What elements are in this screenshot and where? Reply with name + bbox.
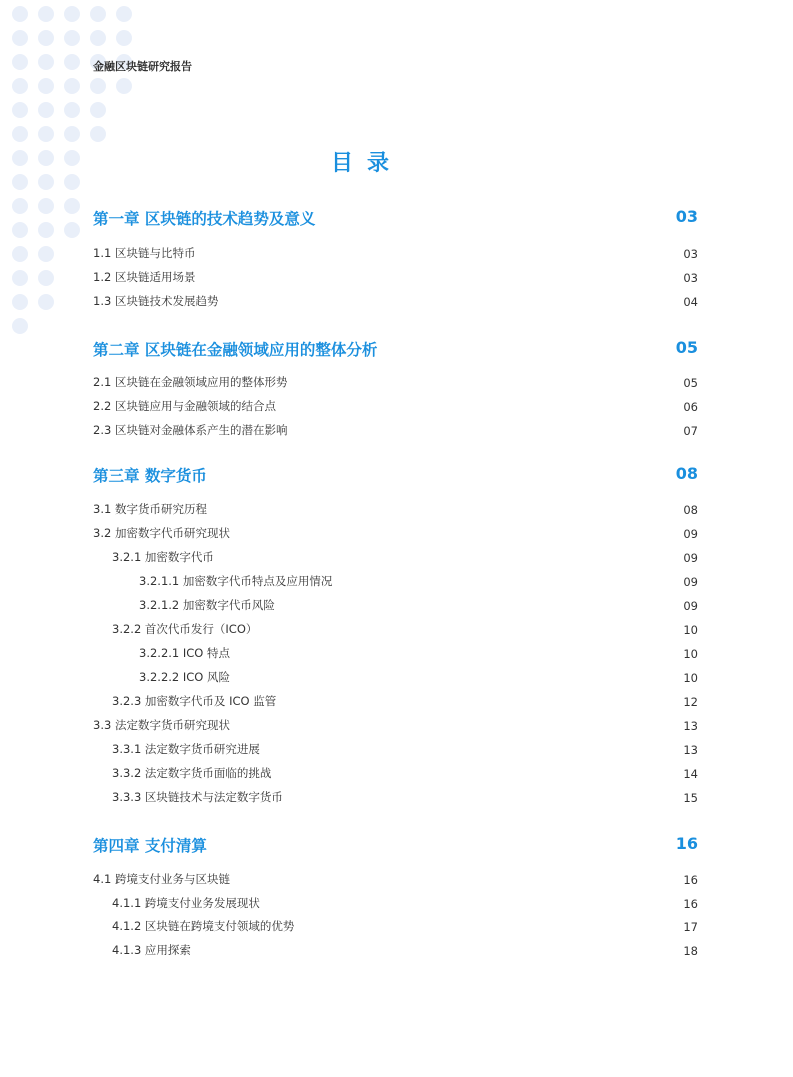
decorative-dot	[12, 78, 28, 94]
entry-page-number: 09	[683, 551, 698, 565]
decorative-dot	[38, 6, 54, 22]
entry-title: 3.2.3 加密数字代币及 ICO 监管	[112, 694, 277, 708]
entry-page-number: 15	[683, 791, 698, 805]
chapter-page-number: 16	[675, 834, 698, 853]
decorative-dot	[90, 6, 106, 22]
entry-page-number: 16	[683, 873, 698, 887]
toc-title: 目录	[330, 151, 403, 176]
toc-entry[interactable]	[93, 717, 698, 735]
decorative-dot	[64, 222, 80, 238]
toc-chapter[interactable]	[93, 338, 698, 360]
chapter-title: 第二章 区块链在金融领域应用的整体分析	[93, 341, 378, 359]
entry-page-number: 12	[683, 695, 698, 709]
decorative-dot	[90, 30, 106, 46]
entry-page-number: 03	[683, 271, 698, 285]
toc-entry[interactable]	[93, 374, 698, 392]
chapter-page-number: 03	[675, 207, 698, 226]
decorative-dot	[116, 30, 132, 46]
entry-page-number: 06	[683, 400, 698, 414]
toc-entry[interactable]	[93, 942, 698, 960]
decorative-dot	[116, 6, 132, 22]
entry-page-number: 13	[683, 719, 698, 733]
toc-entry[interactable]	[93, 669, 698, 687]
entry-title: 2.3 区块链对金融体系产生的潜在影响	[93, 423, 288, 437]
entry-title: 3.2.1.2 加密数字代币风险	[139, 598, 275, 612]
entry-page-number: 03	[683, 247, 698, 261]
toc-entry[interactable]	[93, 871, 698, 889]
decorative-dot	[12, 6, 28, 22]
entry-title: 1.2 区块链适用场景	[93, 270, 196, 284]
entry-title: 3.2.2.1 ICO 特点	[139, 646, 231, 660]
entry-title: 3.3.1 法定数字货币研究进展	[112, 742, 260, 756]
entry-title: 3.2 加密数字代币研究现状	[93, 526, 230, 540]
toc-entry[interactable]	[93, 789, 698, 807]
decorative-dot	[116, 78, 132, 94]
chapter-page-number: 05	[675, 338, 698, 357]
entry-title: 2.2 区块链应用与金融领域的结合点	[93, 399, 276, 413]
decorative-dot	[12, 246, 28, 262]
decorative-dot	[12, 318, 28, 334]
entry-page-number: 09	[683, 599, 698, 613]
toc-chapter[interactable]	[93, 834, 698, 856]
entry-title: 3.2.1 加密数字代币	[112, 550, 214, 564]
decorative-dot	[64, 102, 80, 118]
toc-entry[interactable]	[93, 693, 698, 711]
decorative-dot	[64, 126, 80, 142]
chapter-page-number: 08	[675, 464, 698, 483]
decorative-dot	[90, 78, 106, 94]
decorative-dot	[38, 294, 54, 310]
entry-page-number: 09	[683, 575, 698, 589]
chapter-title: 第三章 数字货币	[93, 467, 207, 485]
entry-page-number: 18	[683, 944, 698, 958]
entry-title: 3.3.3 区块链技术与法定数字货币	[112, 790, 283, 804]
toc-entry[interactable]	[93, 501, 698, 519]
decorative-dot	[38, 78, 54, 94]
toc-entry[interactable]	[93, 645, 698, 663]
decorative-dot	[38, 198, 54, 214]
toc-entry[interactable]	[93, 741, 698, 759]
decorative-dot	[90, 102, 106, 118]
entry-page-number: 05	[683, 376, 698, 390]
decorative-dot	[38, 126, 54, 142]
entry-title: 4.1.3 应用探索	[112, 943, 191, 957]
toc-entry[interactable]	[93, 293, 698, 311]
entry-title: 3.1 数字货币研究历程	[93, 502, 207, 516]
toc-chapter[interactable]	[93, 207, 698, 229]
decorative-dot	[90, 126, 106, 142]
entry-page-number: 10	[683, 623, 698, 637]
toc-chapter[interactable]	[93, 464, 698, 486]
entry-title: 3.3.2 法定数字货币面临的挑战	[112, 766, 272, 780]
decorative-dot	[12, 222, 28, 238]
entry-page-number: 16	[683, 897, 698, 911]
toc-entry[interactable]	[93, 597, 698, 615]
report-title: 金融区块链研究报告	[93, 60, 192, 73]
entry-page-number: 04	[683, 295, 698, 309]
decorative-dot	[12, 102, 28, 118]
entry-page-number: 10	[683, 647, 698, 661]
decorative-dot	[38, 54, 54, 70]
decorative-dot	[38, 246, 54, 262]
decorative-dot	[12, 270, 28, 286]
toc-entry[interactable]	[93, 918, 698, 936]
toc-entry[interactable]	[93, 549, 698, 567]
decorative-dot	[64, 30, 80, 46]
entry-title: 1.3 区块链技术发展趋势	[93, 294, 219, 308]
entry-page-number: 13	[683, 743, 698, 757]
entry-page-number: 17	[683, 920, 698, 934]
entry-page-number: 10	[683, 671, 698, 685]
decorative-dot	[64, 78, 80, 94]
chapter-title: 第四章 支付清算	[93, 837, 207, 855]
entry-title: 3.2.2.2 ICO 风险	[139, 670, 231, 684]
decorative-dot	[64, 6, 80, 22]
entry-title: 3.2.2 首次代币发行（ICO）	[112, 622, 258, 636]
decorative-dot	[12, 126, 28, 142]
decorative-dot	[12, 30, 28, 46]
decorative-dot	[38, 270, 54, 286]
toc-entry[interactable]	[93, 525, 698, 543]
decorative-dot	[12, 54, 28, 70]
chapter-title: 第一章 区块链的技术趋势及意义	[93, 210, 316, 228]
toc-entry[interactable]	[93, 765, 698, 783]
entry-title: 2.1 区块链在金融领域应用的整体形势	[93, 375, 288, 389]
decorative-dot	[38, 102, 54, 118]
decorative-dot	[64, 54, 80, 70]
entry-title: 4.1.2 区块链在跨境支付领域的优势	[112, 919, 295, 933]
decorative-dot	[12, 198, 28, 214]
toc-entry[interactable]	[93, 245, 698, 263]
decorative-dot	[64, 198, 80, 214]
entry-page-number: 08	[683, 503, 698, 517]
entry-title: 1.1 区块链与比特币	[93, 246, 196, 260]
decorative-dot	[12, 294, 28, 310]
entry-title: 4.1.1 跨境支付业务发展现状	[112, 896, 260, 910]
entry-page-number: 07	[683, 424, 698, 438]
toc-entry[interactable]	[93, 895, 698, 913]
toc-entry[interactable]	[93, 269, 698, 287]
decorative-dot	[38, 222, 54, 238]
decorative-dot	[38, 30, 54, 46]
toc-entry[interactable]	[93, 621, 698, 639]
entry-title: 3.2.1.1 加密数字代币特点及应用情况	[139, 574, 333, 588]
toc-entry[interactable]	[93, 422, 698, 440]
entry-page-number: 14	[683, 767, 698, 781]
entry-title: 4.1 跨境支付业务与区块链	[93, 872, 230, 886]
toc-entry[interactable]	[93, 398, 698, 416]
toc-entry[interactable]	[93, 573, 698, 591]
entry-page-number: 09	[683, 527, 698, 541]
entry-title: 3.3 法定数字货币研究现状	[93, 718, 230, 732]
